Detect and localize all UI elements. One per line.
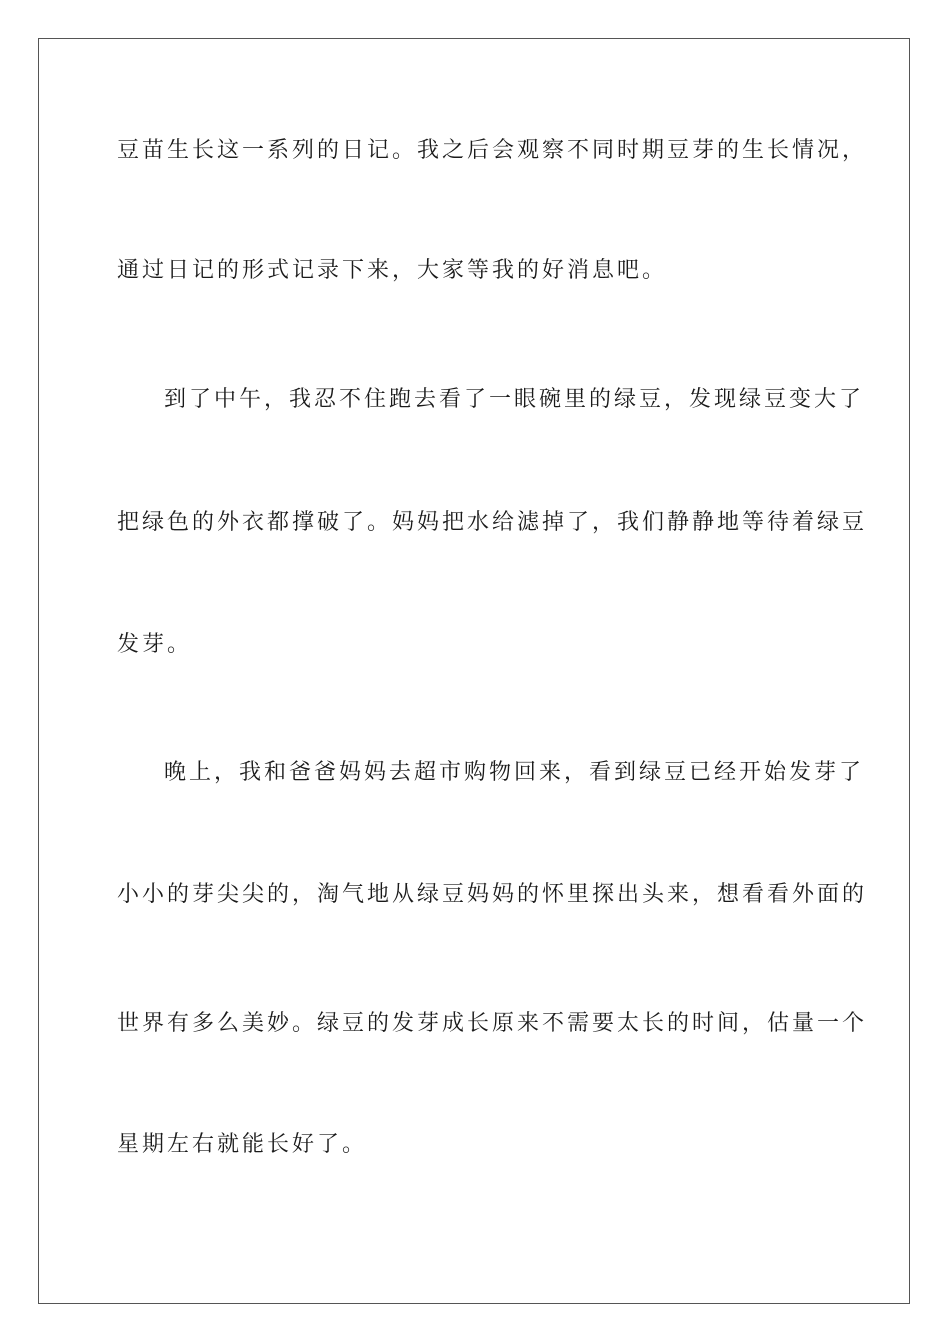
text-line-4: 把绿色的外衣都撑破了。妈妈把水给滤掉了，我们静静地等待着绿豆: [117, 510, 868, 535]
text-line-9: 星期左右就能长好了。: [117, 1132, 368, 1157]
text-line-2: 通过日记的形式记录下来，大家等我的好消息吧。: [117, 258, 668, 283]
text-line-8: 世界有多么美妙。绿豆的发芽成长原来不需要太长的时间，估量一个: [117, 1011, 868, 1036]
page-border: [38, 38, 910, 1304]
text-line-5: 发芽。: [117, 632, 193, 657]
text-line-7: 小小的芽尖尖的，淘气地从绿豆妈妈的怀里探出头来，想看看外面的: [117, 882, 868, 907]
text-line-6: 晚上，我和爸爸妈妈去超市购物回来，看到绿豆已经开始发芽了: [164, 760, 865, 785]
text-line-3: 到了中午，我忍不住跑去看了一眼碗里的绿豆，发现绿豆变大了: [164, 387, 865, 412]
text-line-1: 豆苗生长这一系列的日记。我之后会观察不同时期豆芽的生长情况，: [117, 138, 868, 163]
